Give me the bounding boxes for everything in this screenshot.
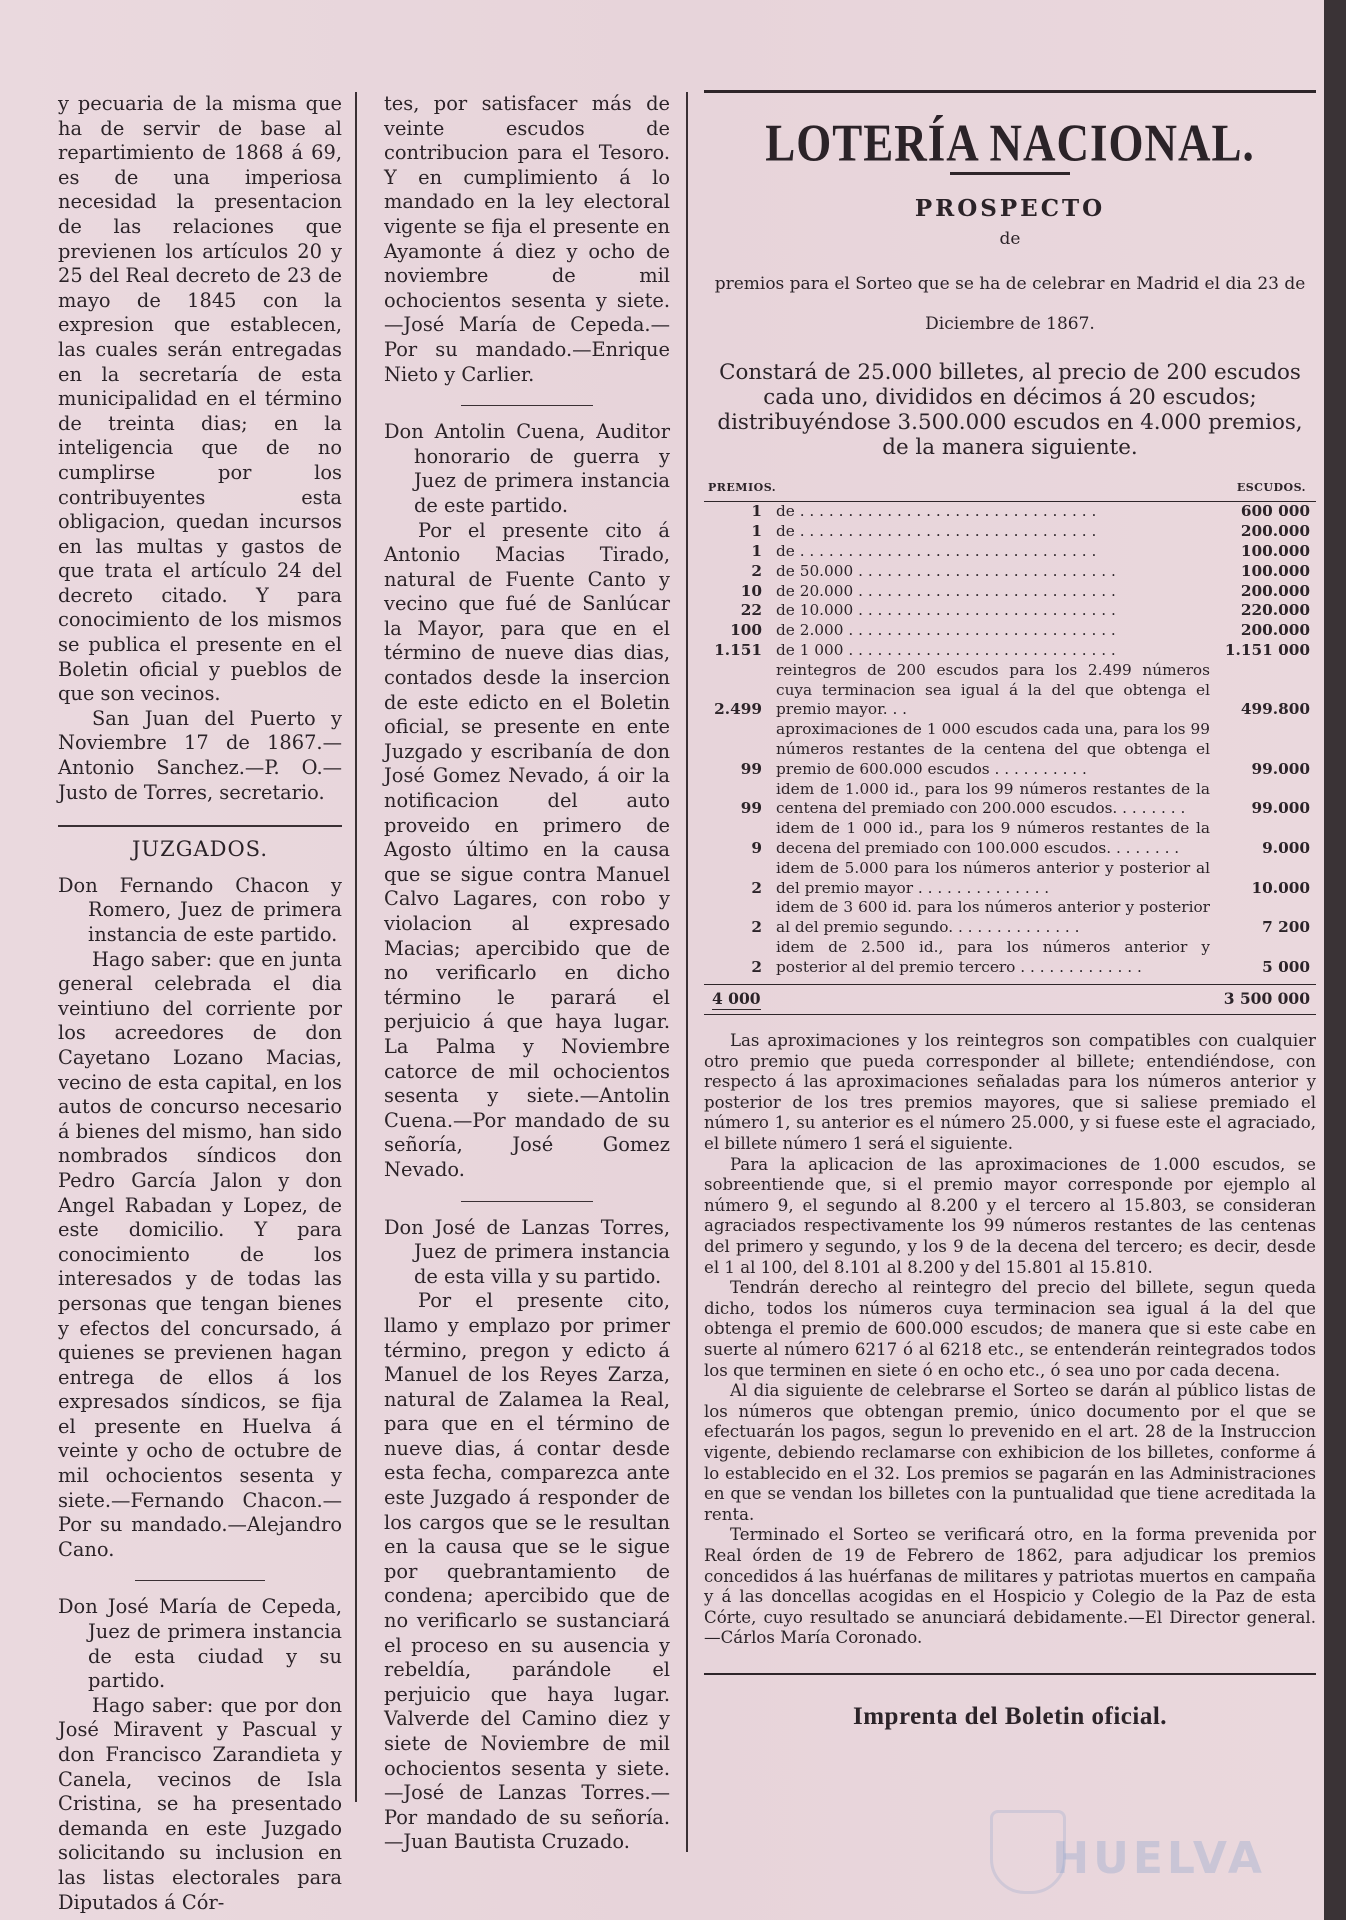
- prospecto-heading: PROSPECTO: [914, 194, 1106, 222]
- prize-count: 99: [740, 759, 762, 778]
- prize-description: idem de 3 600 id. para los números anterior y posterior al del premio segundo. . . . . . . . . . . . . .: [776, 898, 1210, 937]
- prize-count: 2: [751, 878, 762, 897]
- prize-amount: 100.000: [1240, 561, 1310, 580]
- prize-table-header: [704, 478, 1316, 503]
- prize-count: 2.499: [714, 700, 762, 719]
- prize-row: [704, 601, 1316, 621]
- prize-row: [704, 621, 1316, 641]
- prize-row: [704, 661, 1316, 720]
- lottery-notes: [704, 1031, 1316, 1649]
- prize-amount: 10.000: [1251, 878, 1310, 897]
- prize-row: [704, 898, 1316, 938]
- section-divider: [58, 825, 342, 827]
- prize-count: 9: [751, 838, 762, 857]
- lottery-title: LOTERÍA NACIONAL.: [765, 113, 1255, 173]
- prize-description: de 1 000 . . . . . . . . . . . . . . . . . . . . . . . . . . . .: [776, 640, 1116, 659]
- prize-table: [704, 502, 1316, 977]
- prize-amount: 99.000: [1251, 799, 1310, 818]
- prize-amount: 5 000: [1262, 957, 1310, 976]
- prize-count: 22: [740, 601, 762, 620]
- prize-description: aproximaciones de 1 000 escudos cada una, para los 99 números restantes de la centena del que obtenga el premio de 600.000 escudos . . . . . . . . . .: [776, 720, 1210, 778]
- prize-amount: 7 200: [1262, 918, 1310, 937]
- prize-total-row: [704, 984, 1316, 1016]
- prize-row: [704, 780, 1316, 820]
- column-2: [384, 92, 670, 1855]
- prize-description: idem de 2.500 id., para los números anterior y posterior al del premio tercero . . . . . . . . . . . . .: [776, 937, 1210, 976]
- lottery-column: [704, 90, 1316, 1728]
- prize-count: 1: [751, 522, 762, 541]
- edict-4-body: Por el presente cito, llamo y emplazo por primer término, pregon y edicto á Manuel de los Reyes Zarza, natural de Zalamea la Real, para que en el término de nueve dias, á contar desde esta fecha, comparezca ante este Juzgado á responder de los cargos que se le resultan en la causa que se le sigue por quebrantamiento de condena; apercibido que de no verificarlo se sustanciará el proceso en su ausencia y rebeldía, parándole el perjuicio que haya lugar. Valverde del Camino diez y siete de Noviembre de mil ochocientos sesenta y siete.—José de Lanzas Torres.—Por mandado de su señoría.—Juan Bautista Cruzado.: [384, 1289, 670, 1854]
- top-rule: [704, 90, 1316, 93]
- prize-count: 2: [751, 957, 762, 976]
- prize-row: [704, 859, 1316, 899]
- prize-description: de 20.000 . . . . . . . . . . . . . . . . . . . . . . . . . . .: [776, 581, 1116, 600]
- column-rule-1: [355, 92, 357, 1802]
- edict-4-heading: Don José de Lanzas Torres, Juez de primera instancia de esta villa y su partido.: [384, 1215, 670, 1288]
- total-amount: 3 500 000: [1223, 988, 1310, 1008]
- prize-count: 100: [730, 621, 762, 640]
- prize-row: [704, 938, 1316, 978]
- prize-amount: 9.000: [1262, 838, 1310, 857]
- prize-count: 1: [751, 541, 762, 560]
- note-2: Para la aplicacion de las aproximaciones de 1.000 escudos, se sobreentiende que, si el premio mayor corresponde por ejemplo al número 9, el segundo al 8.200 y el tercero al 15.803, se consideran agraciados respectivamente los 99 números restantes de las centenas del primero y segundo, y los 9 de la decena del tercero; es decir, desde el 1 al 100, del 8.101 al 8.200 y del 15.801 al 15.810.: [704, 1154, 1316, 1277]
- prize-description: idem de 1.000 id., para los 99 números restantes de la centena del premiado con 200.000 escudos. . . . . . . .: [776, 779, 1210, 818]
- prize-row: [704, 522, 1316, 542]
- prize-count: 1: [751, 502, 762, 521]
- prize-row: [704, 562, 1316, 582]
- prize-amount: 200.000: [1240, 621, 1310, 640]
- edict-3-body: Por el presente cito á Antonio Macias Tirado, natural de Fuente Canto y vecino que fué de Sanlúcar la Mayor, para que en el término de nueve dias dias, contados desde la insercion de este edicto en el Boletin oficial, se presente en ente Juzgado y escribanía de don José Gomez Nevado, á oir la notificacion del auto proveido en primero de Agosto último en la causa que se sigue contra Manuel Calvo Lagares, con robo y violacion al expresado Macias; apercibido que de no verificarlo en dicho término le parará el perjuicio á que haya lugar. La Palma y Noviembre catorce de mil ochocientos sesenta y siete.—Antolin Cuena.—Por mandado de su señoría, José Gomez Nevado.: [384, 518, 670, 1181]
- edict-3-heading: Don Antolin Cuena, Auditor honorario de guerra y Juez de primera instancia de este partido.: [384, 420, 670, 517]
- edict-divider: [461, 405, 593, 406]
- prize-description: de . . . . . . . . . . . . . . . . . . . . . . . . . . . . . . .: [776, 541, 1097, 560]
- col1-intro: y pecuaria de la misma que ha de servir de base al repartimiento de 1868 á 69, es de una imperiosa necesidad la presentacion de las relaciones que previenen los artículos 20 y 25 del Real decreto de 23 de mayo de 1845 con la expresion que establecen, las cuales serán entregadas en la secretaría de esta municipalidad en el término de treinta dias; en la inteligencia que de no cumplirse por los contribuyentes esta obligacion, quedan incursos en las multas y gastos de que trata el artículo 24 del decreto citado. Y para conocimiento de los mismos se publica el presente en el Boletin oficial y pueblos de que son vecinos.: [58, 92, 342, 706]
- prize-description: de . . . . . . . . . . . . . . . . . . . . . . . . . . . . . . .: [776, 502, 1097, 521]
- prize-count: 2: [751, 561, 762, 580]
- edict-1-heading: Don Fernando Chacon y Romero, Juez de primera instancia de este partido.: [58, 873, 342, 946]
- closing-rule: [704, 1673, 1316, 1675]
- prize-amount: 220.000: [1240, 601, 1310, 620]
- note-1: Las aproximaciones y los reintegros son compatibles con cualquier otro premio que pueda corresponder al billete; entendiéndose, con respecto á las aproximaciones señaladas para los números anterior y posterior de los tres premios mayores, que si saliese premiado el número 1, su anterior es el número 25.000, y si fuese este el agraciado, el billete número 1 será el siguiente.: [704, 1031, 1316, 1154]
- prize-amount: 1.151 000: [1224, 640, 1310, 659]
- amount-col-header: ESCUDOS.: [1236, 480, 1306, 494]
- note-3: Tendrán derecho al reintegro del precio del billete, segun queda dicho, todos los números cuya terminacion sea igual á la del que obtenga el premio de 600.000 escudos; de manera que si este cabe en suerte al número 6217 ó al 6218 etc., se entenderán reintegrados todos los que terminen en siete ó en ocho etc., ó sea uno por cada decena.: [704, 1278, 1316, 1380]
- prize-description: reintegros de 200 escudos para los 2.499 números cuya terminacion sea igual á la del que obtenga el premio mayor. . .: [776, 660, 1210, 719]
- col1-signature: San Juan del Puerto y Noviembre 17 de 1867.—Antonio Sanchez.—P. O.—Justo de Torres, secretario.: [58, 706, 342, 804]
- prize-row: [704, 542, 1316, 562]
- prize-row: [704, 641, 1316, 661]
- prize-description: de . . . . . . . . . . . . . . . . . . . . . . . . . . . . . . .: [776, 522, 1097, 541]
- prize-description: de 2.000 . . . . . . . . . . . . . . . . . . . . . . . . . . . .: [776, 621, 1116, 640]
- prize-row: [704, 582, 1316, 602]
- lottery-summary: Constará de 25.000 billetes, al precio de 200 escudos cada uno, divididos en décimos á 20 escudos; distribuyéndose 3.500.000 escudos en 4.000 premios, de la manera siguiente.: [717, 359, 1303, 460]
- prize-count: 99: [740, 799, 762, 818]
- prize-amount: 100.000: [1240, 541, 1310, 560]
- prize-amount: 99.000: [1251, 759, 1310, 778]
- total-count: 4 000: [712, 989, 761, 1011]
- prize-description: idem de 5.000 para los números anterior y posterior al del premio mayor . . . . . . . . . . . . . .: [776, 858, 1210, 897]
- draw-date-line: premios para el Sorteo que se ha de celebrar en Madrid el dia 23 de Diciembre de 1867.: [714, 273, 1306, 334]
- section-heading-juzgados: JUZGADOS.: [131, 837, 268, 862]
- prize-row: [704, 720, 1316, 779]
- prize-amount: 600 000: [1240, 502, 1310, 521]
- column-rule-2: [686, 92, 688, 1852]
- edict-divider: [461, 1201, 593, 1202]
- edict-divider: [135, 1580, 266, 1581]
- edict-1-body: Hago saber: que en junta general celebrada el dia veintiuno del corriente por los acreedores de don Cayetano Lozano Macias, vecino de esta capital, en los autos de concurso necesario á bienes del mismo, han sido nombrados síndicos don Pedro García Jalon y don Angel Rabadan y Lopez, de este domicilio. Y para conocimiento de los interesados y de todas las personas que tengan bienes y efectos del concursado, á quienes se previenen hagan entrega de ellos á los expresados síndicos, se fija el presente en Huelva á veinte y ocho de octubre de mil ochocientos sesenta y siete.—Fernando Chacon.—Por su mandado.—Alejandro Cano.: [58, 947, 343, 1561]
- column-1: [58, 92, 342, 1915]
- edict-2-body: Hago saber: que por don José Miravent y Pascual y don Francisco Zarandieta y Canela, vecinos de Isla Cristina, se ha presentado demanda en este Juzgado solicitando su inclusion en las listas electorales para Diputados á Cór-: [58, 1693, 342, 1914]
- printer-imprint: Imprenta del Boletin oficial.: [852, 1702, 1168, 1730]
- prize-description: idem de 1 000 id., para los 9 números restantes de la decena del premiado con 100.000 escudos. . . . . . . .: [776, 819, 1210, 857]
- prize-amount: 200.000: [1240, 522, 1310, 541]
- edict-2-heading: Don José María de Cepeda, Juez de primera instancia de esta ciudad y su partido.: [58, 1595, 342, 1693]
- prize-count: 1.151: [714, 640, 762, 659]
- prize-row: [704, 819, 1316, 859]
- prize-description: de 50.000 . . . . . . . . . . . . . . . . . . . . . . . . . . .: [776, 561, 1116, 580]
- prize-col-header: PREMIOS.: [708, 480, 777, 494]
- prize-description: de 10.000 . . . . . . . . . . . . . . . . . . . . . . . . . . .: [776, 601, 1116, 620]
- prize-amount: 499.800: [1240, 700, 1310, 719]
- archive-watermark: HUELVA: [1052, 1833, 1266, 1884]
- de-line: de: [999, 229, 1021, 250]
- col2-continuation: tes, por satisfacer más de veinte escudos de contribucion para el Tesoro. Y en cumplimiento á lo mandado en la ley electoral vigente se fija el presente en Ayamonte á diez y ocho de noviembre de mil ochocientos sesenta y siete.—José María de Cepeda.—Por su mandado.—Enrique Nieto y Carlier.: [384, 92, 670, 386]
- prize-amount: 200.000: [1240, 581, 1310, 600]
- prize-row: [704, 502, 1316, 522]
- prize-count: 2: [751, 918, 762, 937]
- page-spine: [1324, 0, 1346, 1920]
- note-4: Al dia siguiente de celebrarse el Sorteo se darán al público listas de los números que obtengan premio, único documento por el que se efectuarán los pagos, segun lo prevenido en el art. 28 de la Instruccion vigente, debiendo reclamarse con exhibicion de los billetes, conforme á lo establecido en el 32. Los premios se pagarán en las Administraciones en que se vendan los billetes con la puntualidad que tiene acreditada la renta.: [704, 1381, 1316, 1524]
- note-5: Terminado el Sorteo se verificará otro, en la forma prevenida por Real órden de 19 de Febrero de 1862, para adjudicar los premios concedidos á las huérfanas de militares y patriotas muertos en campaña y á las doncellas acogidas en el Hospicio y Colegio de la Paz de esta Córte, cuyo resultado se anunciará debidamente.—El Director general.—Cárlos María Coronado.: [704, 1525, 1316, 1648]
- prize-count: 10: [740, 581, 762, 600]
